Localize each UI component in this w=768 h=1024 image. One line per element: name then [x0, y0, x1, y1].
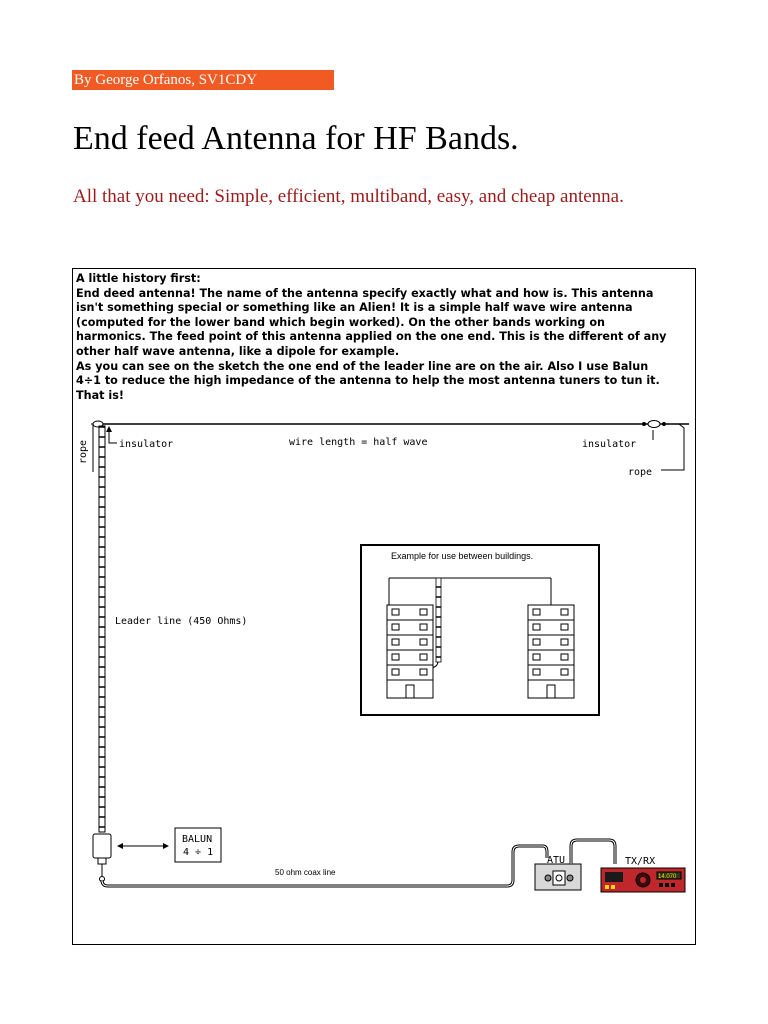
history-line: As you can see on the sketch the one end of the leader line are on the air. Also I use Balun	[76, 359, 649, 373]
history-line: other half wave antenna, like a dipole for example.	[76, 344, 400, 358]
insulator-left-label: insulator	[119, 439, 174, 450]
history-line: isn't something special or something like an Alien! It is a simple half wave wire antenna	[76, 301, 633, 315]
coax-line	[102, 846, 547, 886]
history-line: A little history first:	[76, 272, 201, 285]
rope-right	[661, 424, 684, 470]
atu-label: ATU	[547, 855, 566, 866]
rope-right-label: rope	[628, 467, 653, 478]
coax-label: 50 ohm coax line	[275, 868, 336, 877]
example-caption: Example for use between buildings.	[391, 551, 534, 561]
radio-display: 14.070	[658, 874, 677, 880]
page-subtitle: All that you need: Simple, efficient, multiband, easy, and cheap antenna.	[73, 186, 624, 207]
antenna-sketch	[73, 412, 695, 942]
building-right-icon	[528, 605, 574, 698]
building-left-icon	[387, 605, 433, 698]
txrx-label: TX/RX	[625, 856, 656, 867]
author-byline: By George Orfanos, SV1CDY	[72, 70, 334, 90]
history-line: 4÷1 to reduce the high impedance of the antenna to help the most antenna tuners to tun it.	[76, 374, 660, 388]
history-line: End deed antenna! The name of the antenna specify exactly what and how is. This antenna	[76, 286, 654, 300]
example-inset	[361, 545, 599, 715]
balun-label-line2: 4 ÷ 1	[183, 847, 214, 858]
balun-box	[93, 834, 111, 858]
wire-length-label: wire length = half wave	[289, 437, 428, 448]
rope-left-label: rope	[78, 439, 89, 464]
balun-label-line1: BALUN	[182, 834, 213, 845]
history-line: (computed for the lower band which begin worked). On the other bands working on	[76, 315, 605, 329]
history-paragraph	[76, 272, 692, 403]
radio-icon	[601, 868, 685, 892]
leader-line-label: Leader line (450 Ohms)	[115, 616, 248, 627]
history-line: That is!	[76, 388, 124, 402]
insulator-right-icon	[642, 421, 666, 428]
page-title: End feed Antenna for HF Bands.	[73, 120, 519, 157]
history-line: harmonics. The feed point of this antenna applied on the one end. This is the different of any	[76, 330, 667, 344]
leader-line	[99, 426, 105, 832]
insulator-right-label: insulator	[582, 439, 637, 450]
atu-to-radio-cable	[571, 840, 615, 864]
